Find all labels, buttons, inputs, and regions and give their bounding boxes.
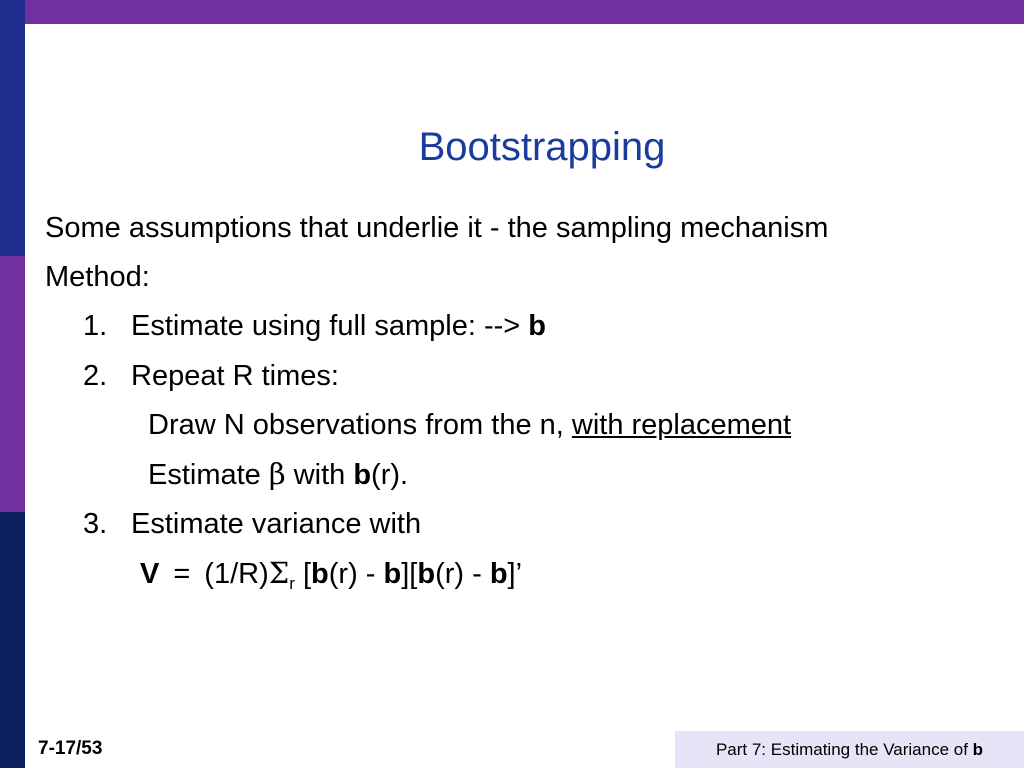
step-1-b: b xyxy=(528,310,547,342)
step-1-line xyxy=(83,306,546,346)
step-1-number: 1. xyxy=(83,310,108,342)
left-stripe-middle xyxy=(0,256,25,512)
estimate-prefix: Estimate xyxy=(148,459,269,491)
sigma-symbol: Σ xyxy=(268,556,290,590)
estimate-b: b xyxy=(353,459,372,491)
method-line: Method: xyxy=(45,261,150,293)
formula-equals: = xyxy=(173,558,191,590)
variance-formula xyxy=(140,553,522,593)
footer-caption-box xyxy=(675,731,1024,768)
formula-r1: (r) - xyxy=(328,558,384,590)
draw-line xyxy=(148,405,791,445)
footer-caption: Part 7: Estimating the Variance of xyxy=(715,740,973,759)
left-stripe-top xyxy=(0,0,25,256)
formula-coef: (1/R) xyxy=(204,558,269,590)
assumptions-line: Some assumptions that underlie it - the sampling mechanism xyxy=(45,212,829,244)
formula-close: ]’ xyxy=(507,558,523,590)
step-2-text: Repeat R times: xyxy=(131,360,339,392)
formula-b1: b xyxy=(311,558,329,590)
left-stripe-bottom xyxy=(0,512,25,768)
formula-b2: b xyxy=(383,558,402,590)
beta-symbol: β xyxy=(268,457,286,491)
footer-caption-b: b xyxy=(972,740,984,759)
slide-title: Bootstrapping xyxy=(418,125,666,169)
sigma-subscript: r xyxy=(289,574,295,593)
step-3-text: Estimate variance with xyxy=(131,508,422,540)
with-replacement-text: with replacement xyxy=(571,409,792,441)
top-bar xyxy=(0,0,1024,24)
formula-mid: ][ xyxy=(401,558,418,590)
step-1-text: Estimate using full sample: --> xyxy=(131,310,529,342)
estimate-suffix: (r). xyxy=(371,459,409,491)
formula-b3: b xyxy=(417,558,436,590)
formula-v: V xyxy=(140,558,160,590)
estimate-beta-line xyxy=(148,454,408,494)
step-2-number: 2. xyxy=(83,360,108,392)
step-2-line xyxy=(83,356,339,396)
formula-r2: (r) - xyxy=(435,558,490,590)
step-3-number: 3. xyxy=(83,508,108,540)
draw-text: Draw N observations from the n, xyxy=(148,409,572,441)
formula-b4: b xyxy=(489,558,508,590)
step-3-line xyxy=(83,504,421,544)
estimate-middle: with xyxy=(285,459,354,491)
formula-open: [ xyxy=(294,558,312,590)
page-number: 7-17/53 xyxy=(38,738,103,759)
